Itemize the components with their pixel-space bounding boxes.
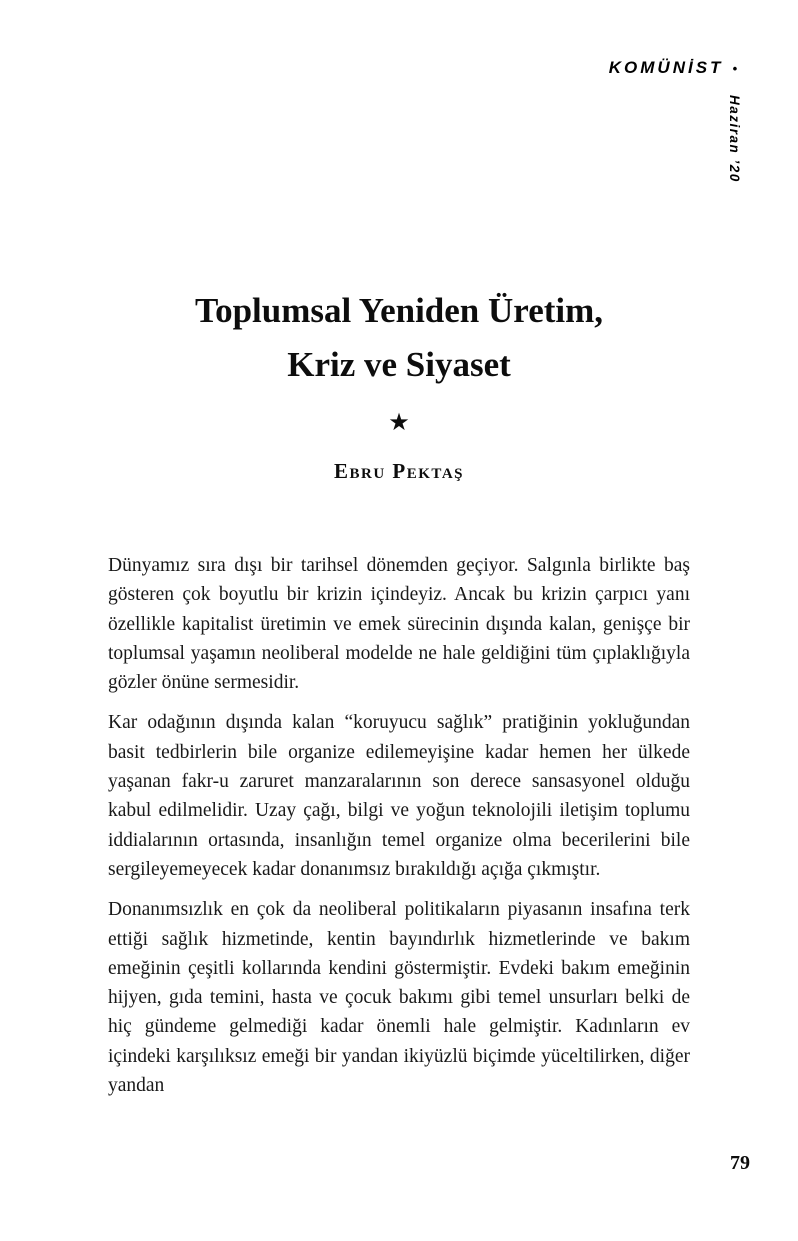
paragraph: Kar odağının dışında kalan “koruyucu sağlık” pratiğinin yokluğundan basit tedbirlerin bile organize edilemeyişine kadar hemen her ülkede yaşanan fakr-u zaruret manzaralarının son derece sansasyonel olduğu kabul edilmelidir. Uzay çağı, bilgi ve yoğun teknolojili iletişim toplumu iddialarının ortasında, insanlığın temel organize olma becerilerini bile sergileyemeyecek kadar donanımsız bırakıldığı açığa çıkmıştır.	[108, 712, 690, 880]
journal-title: KOMÜNİST	[608, 58, 724, 77]
paragraph: Donanımsızlık en çok da neoliberal politikaların piyasanın insafına terk ettiği sağlık hizmetinde, kentin bayındırlık hizmetlerinde ve bakım emeğinin çeşitli kollarında kendini göstermiştir. Evdeki bakım emeğinin hijyen, gıda temini, hasta ve çocuk bakımı gibi temel unsurları belki de hiç gündeme gelmediği kadar önemli hale gelmiştir. Kadınların ev içindeki karşılıksız emeği bir yandan ikiyüzlü biçimde yüceltilirken, diğer yandan	[108, 899, 690, 1097]
paragraph: Dünyamız sıra dışı bir tarihsel dönemden geçiyor. Salgınla birlikte baş gösteren çok boyutlu bir krizin içindeyiz. Ancak bu krizin çarpıcı yanı özellikle kapitalist üretimin ve emek sürecinin dışında kalan, genişçe bir toplumsal yaşamın neoliberal modelde ne hale geldiğini tüm çıplaklığıyla gözler önüne sermesidir.	[108, 555, 690, 694]
article-title-line-1: Toplumsal Yeniden Üretim,	[194, 291, 604, 330]
page-number: 79	[730, 1152, 750, 1174]
star-icon: ★	[388, 410, 410, 436]
issue-date: Haziran ’20	[727, 95, 742, 183]
article-title-line-2: Kriz ve Siyaset	[287, 345, 511, 384]
article-title	[0, 284, 798, 392]
article-body	[108, 551, 690, 1100]
author-name: Ebru Pektaş	[334, 459, 464, 483]
journal-header	[609, 58, 737, 78]
bullet-icon: •	[732, 60, 737, 76]
